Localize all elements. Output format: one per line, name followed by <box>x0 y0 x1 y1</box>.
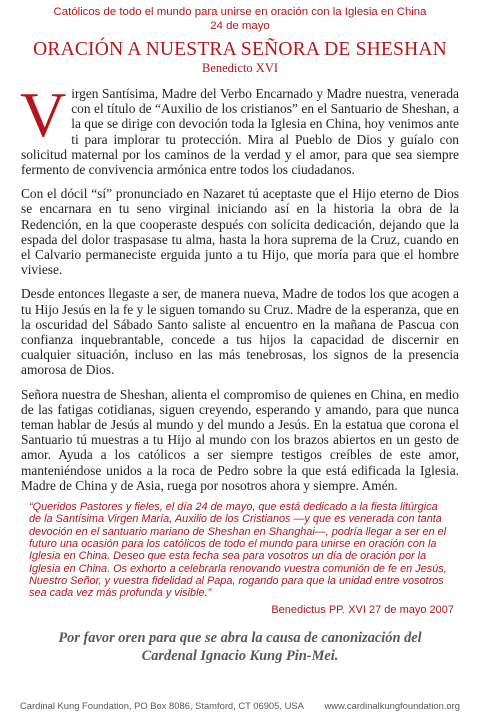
page-title: ORACIÓN A NUESTRA SEÑORA DE SHESHAN <box>33 39 447 60</box>
footer-address: Cardinal Kung Foundation, PO Box 8086, Stamford, CT 06905, USA <box>20 700 304 711</box>
prayer-paragraph-2: Con el dócil “sí” pronunciado en Nazaret tú aceptaste que el Hijo eterno de Dios se encarnara en tu seno virginal iniciando así en la historia la obra de la Redención, en la que cooperaste después con solícita dedicación, dejando que la espada del dolor traspasase tu alma, hasta la hora suprema de la Cruz, cuando en el Calvario permaneciste erguida junto a tu Hijo, que moría para que el hombre viviese. <box>21 186 459 278</box>
prayer-paragraph-1-text: irgen Santísima, Madre del Verbo Encarnado y Madre nuestra, venerada con el título de “Auxilio de los cristianos” en el Santuario de Sheshan, a la que se dirige con devoción toda la Iglesia en China, hoy venimos ante ti para implorar tu protección. Mira al Pueblo de Dios y guíalo con solicitud maternal por los caminos de la verdad y el amor, para que sea siempre fermento de convivencia armónica entre todos los ciudadanos. <box>21 86 459 178</box>
prayer-paragraph-3: Desde entonces llegaste a ser, de manera nueva, Madre de todos los que acogen a tu Hijo Jesús en la fe y le siguen tomando su Cruz. Madre de la esperanza, que en la oscuridad del Sábado Santo saliste al encuentro en la mañana de Pascua con confianza inquebrantable, concede a tus hijos la capacidad de discernir en cualquier situación, incluso en las más tenebrosas, los signos de la presencia amorosa de Dios. <box>21 286 459 378</box>
footer-website-link[interactable]: www.cardinalkungfoundation.org <box>324 700 460 711</box>
prayer-body <box>20 79 459 493</box>
papal-signature: Benedictus PP. XVI 27 de mayo 2007 <box>271 604 454 617</box>
plea-line-1: Por favor oren para que se abra la causa de canonización del <box>58 630 422 647</box>
topline-text: Católicos de todo el mundo para unirse en oración con la Iglesia en China <box>53 6 427 18</box>
prayer-paragraph-4: Señora nuestra de Sheshan, alienta el compromiso de quienes en China, en medio de las fatigas cotidianas, siguen creyendo, esperando y amando, para que nunca teman hablar de Jesús al mundo y del mundo a Jesús. En la estatua que corona el Santuario tú muestras a tu Hijo al mundo con los brazos abiertos en un gesto de amor. Ayuda a los católicos a ser siempre testigos creíbles de este amor, manteniéndose unidos a la roca de Pedro sobre la que está edificada la Iglesia. Madre de China y de Asia, ruega por nosotros ahora y siempre. Amén. <box>21 386 459 493</box>
footer <box>0 700 480 711</box>
papal-letter-quote: “Queridos Pastores y fieles, el día 24 de mayo, que está dedicado a la fiesta litúrgica de la Santísima Virgen María, Auxilio de los Cristianos —y que es venerada con tanta devoción en el santuario mariano de Sheshan en Shanghai—, podría llegar a ser en el futuro una ocasión para los católicos de todo el mundo para unirse en oración con la Iglesia en China. Deseo que esta fecha sea para vosotros un día de oración por la Iglesia en China. Os exhorto a celebrarla renovando vuestra comunión de fe en Jesús, Nuestro Señor, y vuestra fidelidad al Papa, rogando para que la unidad entre vosotros sea cada vez más profunda y visible.” <box>29 501 447 600</box>
prayer-paragraph-1 <box>20 79 459 178</box>
drop-cap: V <box>20 79 67 150</box>
canonization-plea <box>21 629 459 665</box>
author-name: Benedicto XVI <box>201 61 279 75</box>
plea-line-2: Cardenal Ignacio Kung Pin-Mei. <box>141 648 339 665</box>
header-topline <box>21 0 459 33</box>
topline-date: 24 de mayo <box>210 20 270 32</box>
